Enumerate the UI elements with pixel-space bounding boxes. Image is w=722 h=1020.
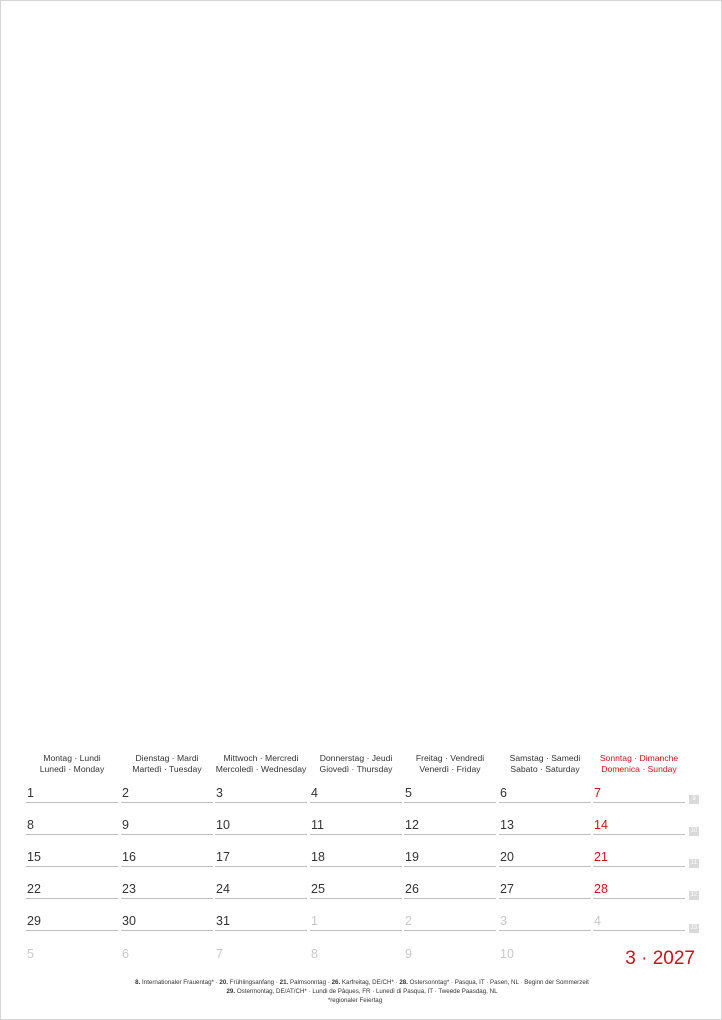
day-line: [310, 834, 402, 835]
day-number: 3: [500, 914, 507, 928]
day-line: [121, 802, 213, 803]
week-number-badge: 11: [690, 860, 698, 866]
day-line: [310, 898, 402, 899]
month-label: 3 · 2027: [625, 948, 695, 969]
day-line: [499, 866, 591, 867]
day-line: [26, 898, 118, 899]
day-cell: [215, 813, 307, 835]
day-number: 27: [500, 882, 514, 896]
day-line: [215, 866, 307, 867]
day-cell: [121, 909, 213, 931]
weekday-header-2: [213, 753, 309, 775]
day-number: 20: [500, 850, 514, 864]
weekday-name-line1: Freitag · Vendredi: [415, 753, 485, 763]
day-line: [310, 866, 402, 867]
day-number: 5: [405, 786, 412, 800]
week-number-badge: 10: [690, 828, 698, 834]
weekday-header: [1, 753, 722, 779]
day-line: [499, 898, 591, 899]
day-cell: [215, 845, 307, 867]
weekday-header-3: [308, 753, 404, 775]
day-cell: [26, 877, 118, 899]
day-number: 17: [216, 850, 230, 864]
day-number: 23: [122, 882, 136, 896]
day-cell: [26, 845, 118, 867]
day-number: 10: [500, 947, 514, 961]
day-line: [593, 898, 685, 899]
day-cell: [310, 909, 402, 931]
day-number: 1: [311, 914, 318, 928]
weekday-name-line1: Dienstag · Mardi: [135, 753, 199, 763]
day-cell: [404, 845, 496, 867]
holiday-date: 28.: [399, 979, 408, 986]
holiday-name: Ostermontag, DE/AT/CH* · Lundi de Pâques, FR · Lunedì di Pasqua, IT · Tweede Paasdag, NL: [235, 988, 498, 995]
day-cell: [26, 781, 118, 803]
day-cell: [593, 813, 685, 835]
holiday-line-2: [1, 987, 722, 996]
week-number-badge: 12: [690, 892, 698, 898]
day-cell: [593, 909, 685, 931]
day-number: 2: [122, 786, 129, 800]
day-line: [121, 930, 213, 931]
day-number: 22: [27, 882, 41, 896]
day-number: 30: [122, 914, 136, 928]
holiday-date: 20.: [219, 979, 229, 986]
day-cell: [121, 845, 213, 867]
day-number: 2: [405, 914, 412, 928]
weekday-name-line2: Domenica · Sunday: [601, 764, 677, 774]
week-number-badge: 9: [689, 795, 699, 804]
day-line: [215, 834, 307, 835]
day-number: 6: [122, 947, 129, 961]
day-number: 15: [27, 850, 41, 864]
holiday-name: Internationaler Frauentag* ·: [140, 979, 220, 986]
weekday-name-line1: Donnerstag · Jeudi: [319, 753, 393, 763]
day-cell: [499, 942, 591, 964]
day-number: 7: [594, 786, 601, 800]
day-cell: [215, 877, 307, 899]
weekday-name-line2: Martedì · Tuesday: [132, 764, 202, 774]
day-cell: [310, 845, 402, 867]
day-number: 28: [594, 882, 608, 896]
day-number: 24: [216, 882, 230, 896]
footnote: *regionaler Feiertag: [327, 997, 383, 1004]
holiday-date: 21.: [279, 979, 289, 986]
day-cell: [404, 909, 496, 931]
day-number: 13: [500, 818, 514, 832]
day-line: [121, 834, 213, 835]
weekday-name-line2: Giovedì · Thursday: [319, 764, 393, 774]
day-cell: [404, 781, 496, 803]
weekday-name-line1: Sonntag · Dimanche: [599, 753, 679, 763]
holiday-date: 29.: [226, 988, 236, 995]
day-cell: [499, 877, 591, 899]
day-line: [404, 802, 496, 803]
day-line: [215, 930, 307, 931]
day-number: 9: [405, 947, 412, 961]
day-number: 3: [216, 786, 223, 800]
day-number: 29: [27, 914, 41, 928]
day-number: 8: [311, 947, 318, 961]
day-cell: [404, 813, 496, 835]
day-cell: [499, 813, 591, 835]
holiday-date: 26.: [331, 979, 341, 986]
weekday-name-line1: Samstag · Samedi: [509, 753, 581, 763]
day-cell: [121, 877, 213, 899]
weekday-header-4: [402, 753, 498, 775]
day-number: 14: [594, 818, 608, 832]
day-cell: [310, 877, 402, 899]
weekday-header-0: [24, 753, 120, 775]
day-cell: [215, 909, 307, 931]
day-number: 16: [122, 850, 136, 864]
day-number: 7: [216, 947, 223, 961]
weekday-header-6: [591, 753, 687, 775]
day-cell: [404, 877, 496, 899]
day-cell: [215, 781, 307, 803]
day-cell: [310, 813, 402, 835]
day-line: [26, 834, 118, 835]
day-line: [593, 834, 685, 835]
day-number: 18: [311, 850, 325, 864]
day-number: 21: [594, 850, 608, 864]
holiday-line-1: [1, 978, 722, 987]
day-line: [26, 866, 118, 867]
day-line: [310, 802, 402, 803]
day-cell: [499, 909, 591, 931]
day-number: 10: [216, 818, 230, 832]
weekday-name-line1: Montag · Lundi: [43, 753, 101, 763]
day-line: [26, 802, 118, 803]
day-number: 5: [27, 947, 34, 961]
weekday-header-5: [497, 753, 593, 775]
day-number: 31: [216, 914, 230, 928]
day-line: [121, 898, 213, 899]
weekday-name-line2: Venerdì · Friday: [419, 764, 481, 774]
day-cell: [26, 813, 118, 835]
day-cell: [215, 942, 307, 964]
day-cell: [499, 781, 591, 803]
day-cell: [26, 909, 118, 931]
day-cell: [499, 845, 591, 867]
day-line: [593, 866, 685, 867]
holiday-name: Frühlingsanfang ·: [228, 979, 280, 986]
day-cell: [404, 942, 496, 964]
weekday-name-line2: Mercoledì · Wednesday: [215, 764, 307, 774]
day-number: 9: [122, 818, 129, 832]
photo-area: [1, 1, 721, 741]
weekday-name-line2: Lunedì · Monday: [39, 764, 105, 774]
day-line: [499, 802, 591, 803]
holiday-list: [1, 978, 722, 996]
day-number: 4: [594, 914, 601, 928]
day-number: 19: [405, 850, 419, 864]
day-line: [499, 834, 591, 835]
weekday-name-line2: Sabato · Saturday: [510, 764, 580, 774]
week-number-badge: 13: [690, 925, 698, 931]
day-number: 26: [405, 882, 419, 896]
day-number: 25: [311, 882, 325, 896]
day-cell: [310, 942, 402, 964]
day-number: 6: [500, 786, 507, 800]
day-line: [310, 930, 402, 931]
day-line: [404, 866, 496, 867]
holiday-name: Palmsonntag ·: [288, 979, 332, 986]
day-line: [404, 898, 496, 899]
holiday-date: 8.: [135, 979, 141, 986]
day-cell: [121, 813, 213, 835]
day-line: [593, 802, 685, 803]
holiday-name: Karfreitag, DE/CH* ·: [340, 979, 400, 986]
day-cell: [593, 877, 685, 899]
day-line: [404, 834, 496, 835]
day-line: [215, 802, 307, 803]
day-number: 4: [311, 786, 318, 800]
day-number: 11: [311, 818, 324, 832]
day-number: 12: [405, 818, 419, 832]
day-line: [215, 898, 307, 899]
day-line: [593, 930, 685, 931]
day-cell: [593, 845, 685, 867]
day-cell: [121, 942, 213, 964]
day-cell: [26, 942, 118, 964]
day-number: 8: [27, 818, 34, 832]
day-cell: [121, 781, 213, 803]
holiday-name: Ostersonntag* · Pasqua, IT · Pasen, NL · Beginn der Sommerzeit: [407, 979, 589, 986]
day-cell: [310, 781, 402, 803]
day-line: [404, 930, 496, 931]
weekday-name-line1: Mittwoch · Mercredi: [223, 753, 299, 763]
day-line: [499, 930, 591, 931]
day-cell: [593, 781, 685, 803]
weekday-header-1: [119, 753, 215, 775]
day-line: [26, 930, 118, 931]
day-number: 1: [27, 786, 34, 800]
day-line: [121, 866, 213, 867]
